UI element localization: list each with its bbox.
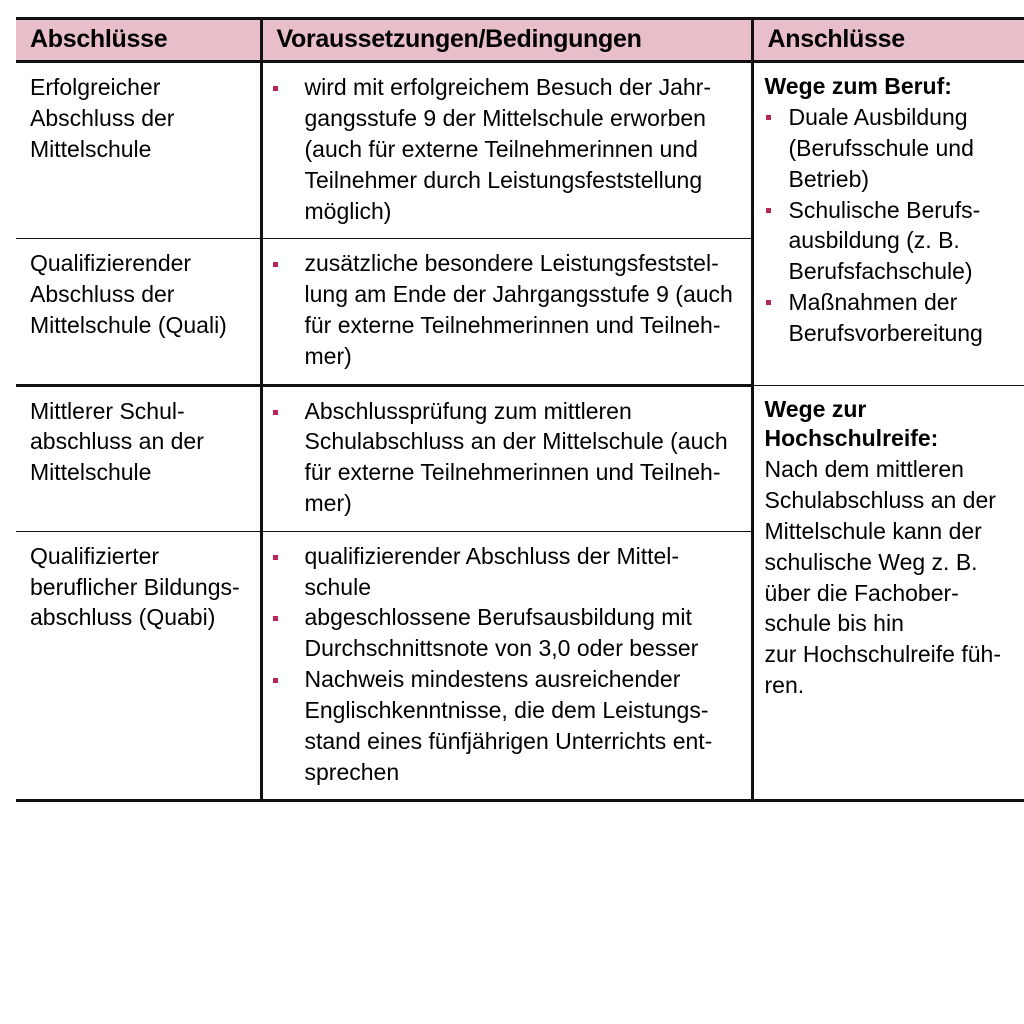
text-line: abgeschlossene Berufsausbildung mit [304,604,692,631]
text-line: sprechen [304,758,400,785]
text-line: Duale Ausbildung [788,104,968,131]
column-header-abschluesse-label: Abschlüsse [30,25,168,53]
text-line: Mittlerer Schul- [30,397,185,424]
text-line: Schulische Berufs- [788,196,981,223]
text-line: für externe Teilnehmerinnen und Teilneh- [304,311,721,338]
table-body [16,62,1024,801]
text-line: Mittelschule kann der [764,517,982,544]
text-line: beruflicher Bildungs- [30,573,240,600]
text-line: mer) [304,342,352,369]
list-item [271,541,737,603]
cell-voraussetzungen-3 [261,385,752,531]
list-item [271,248,737,371]
text-line: lung am Ende der Jahrgangsstufe 9 (auch [304,281,733,308]
list-item [271,602,737,664]
text-line: zusätzliche besondere Leistungsfeststel- [304,250,719,277]
column-header-anschluesse [752,19,1024,62]
list-item [765,287,1024,349]
text-line: wird mit erfolgreichem Besuch der Jahr- [304,74,711,101]
table-header-row [16,19,1024,62]
text-line: ren. [764,672,805,699]
text-line: Abschluss der [30,281,175,308]
text-line: möglich) [304,197,392,224]
text-line: (Berufsschule und [788,134,974,161]
text-line: Betrieb) [788,165,870,192]
text-line: Qualifizierender [30,250,192,277]
text-line: Abschlussprüfung zum mittleren [304,397,632,424]
text-line: Englischkenntnisse, die dem Leistungs- [304,696,709,723]
table-row [16,385,1024,531]
cell-abschluss-2 [16,239,261,385]
bullet-list [271,396,737,519]
text-line: zur Hochschulreife füh- [764,641,1001,668]
text-line: Erfolgreicher [30,74,161,101]
text-line: stand eines fünfjährigen Unterrichts ent- [304,727,713,754]
table-container [16,17,1024,802]
cell-anschluesse-hochschulreife [752,385,1024,801]
text-line: Abschluss der [30,105,175,132]
text-line: Nach dem mittleren [764,456,964,483]
list-item [765,195,1024,287]
cell-voraussetzungen-1 [261,62,752,239]
text-line: Mittelschule (Quali) [30,311,227,338]
bullet-list [271,541,737,788]
cell-anschluesse-beruf [752,62,1024,385]
text-line: Hochschulreife: [764,425,939,452]
text-line: Mittelschule [30,135,152,162]
cell-voraussetzungen-2 [261,239,752,385]
bullet-list [765,102,1024,349]
text-line: Durchschnittsnote von 3,0 oder besser [304,635,699,662]
text-line: Wege zur [764,395,867,422]
text-line: schule bis hin [764,610,904,637]
column-header-voraussetzungen-label: Voraussetzungen/Bedingungen [276,25,642,53]
cell-voraussetzungen-4 [261,531,752,801]
list-item [271,664,737,787]
bullet-list [271,72,737,226]
anschluesse-paragraph [765,454,1024,701]
text-line: Mittelschule [30,459,152,486]
column-header-abschluesse [16,19,261,62]
text-line: Berufsvorbereitung [788,319,983,346]
text-line: Qualifizierter [30,542,160,569]
list-item [271,72,737,226]
table-row [16,62,1024,239]
list-item [765,102,1024,194]
cell-abschluss-1 [16,62,261,239]
text-line: Teilnehmer durch Leistungsfeststellung [304,166,703,193]
text-line: qualifizierender Abschluss der Mittel- [304,542,680,569]
column-header-anschluesse-label: Anschlüsse [767,25,905,53]
cell-abschluss-3 [16,385,261,531]
text-line: mer) [304,490,352,516]
cell-abschluss-4 [16,531,261,801]
text-line: Berufsfachschule) [788,258,973,285]
school-degrees-table [16,17,1024,802]
text-line: gangsstufe 9 der Mittelschule erworben [304,105,706,132]
text-line: über die Fachober- [764,579,959,606]
text-line: (auch für externe Teilnehmerinnen und [304,135,698,162]
text-line: schule [304,573,371,600]
column-header-voraussetzungen [261,19,752,62]
bullet-list [271,248,737,371]
text-line: Maßnahmen der [788,289,958,316]
text-line: Schulabschluss an der Mittelschule (auch [304,428,728,455]
text-line: ausbildung (z. B. [788,227,960,254]
text-line: schulische Weg z. B. [764,548,978,575]
text-line: Nachweis mindestens ausreichender [304,666,681,693]
text-line: abschluss an der [30,428,204,455]
anschluesse-heading: Wege zum Beruf: [764,73,952,100]
text-line: abschluss (Quabi) [30,604,216,631]
text-line: Schulabschluss an der [764,487,996,514]
text-line: für externe Teilnehmerinnen und Teilneh- [304,459,721,486]
anschluesse-heading [765,395,1024,455]
list-item [271,396,737,519]
table-header [16,19,1024,62]
